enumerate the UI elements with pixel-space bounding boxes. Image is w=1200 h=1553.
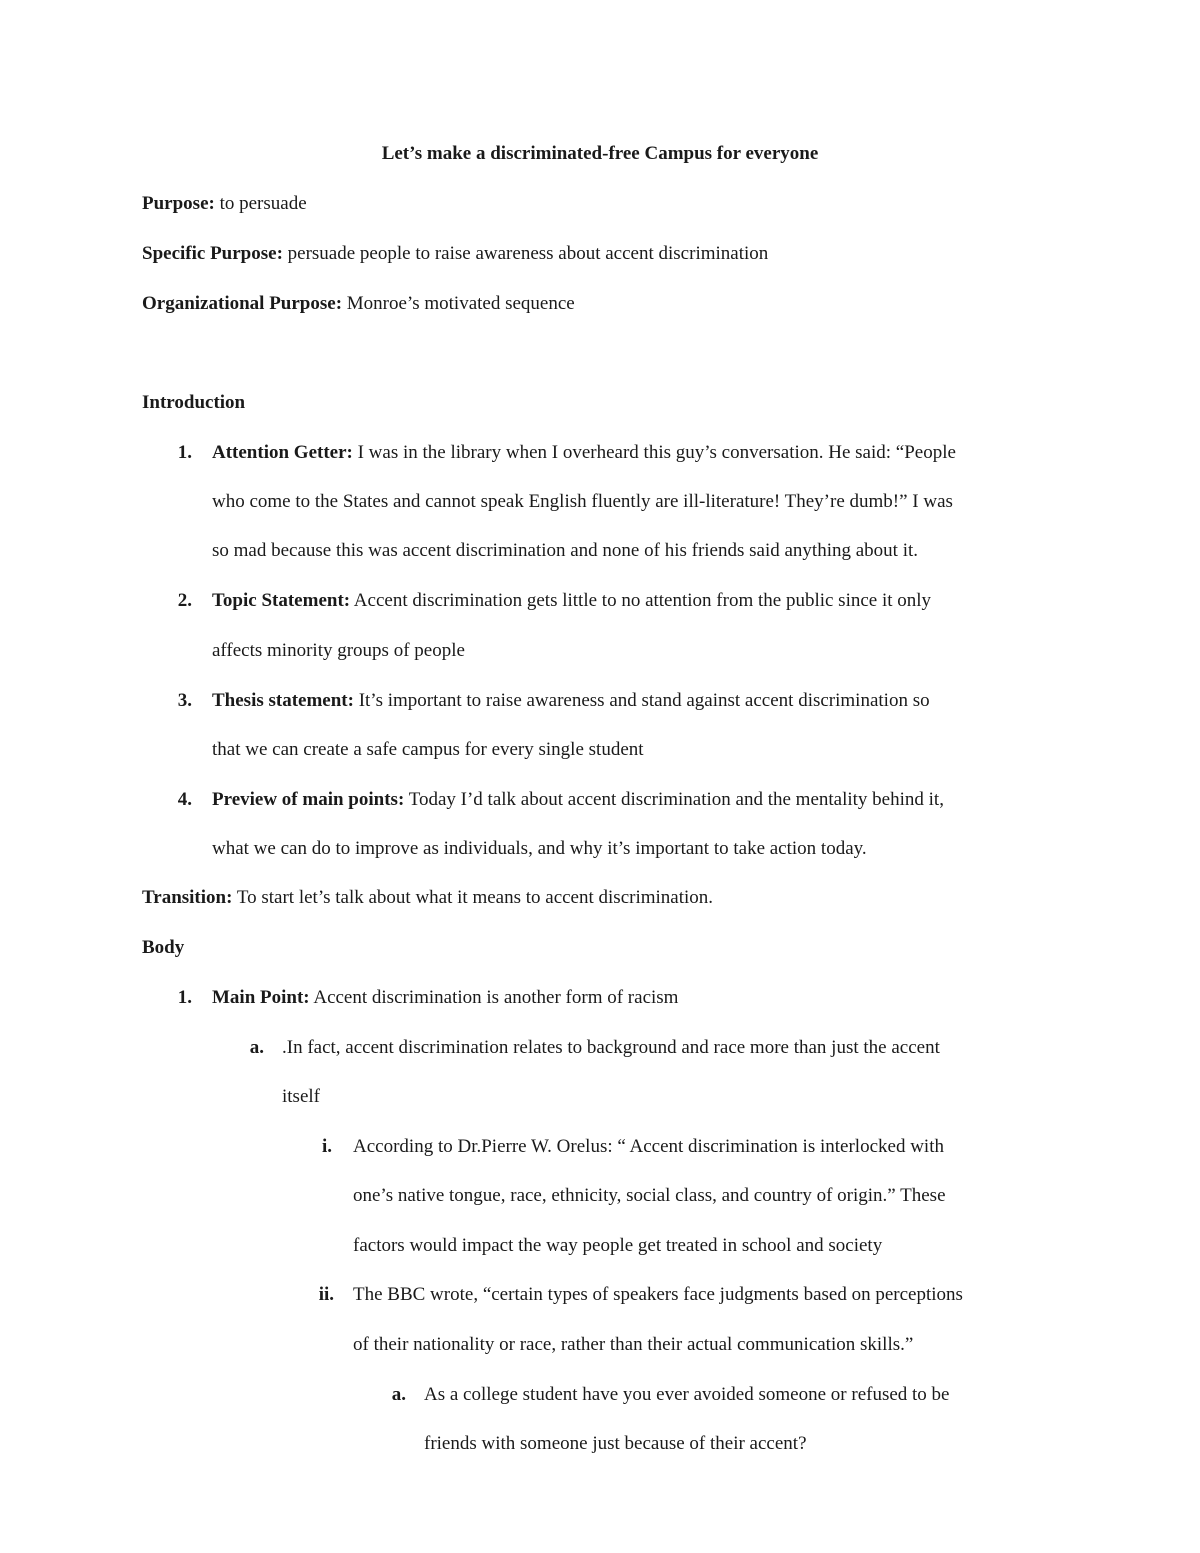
sub-ii-marker: ii. bbox=[318, 1284, 334, 1305]
introduction-heading: Introduction bbox=[142, 392, 246, 413]
sub-i-text: factors would impact the way people get treated in school and society bbox=[353, 1235, 883, 1256]
document-title: Let’s make a discriminated-free Campus for everyone bbox=[381, 143, 819, 164]
attention-getter-text: who come to the States and cannot speak English fluently are ill-literature! They’re dumb!” I was bbox=[212, 491, 953, 512]
specific-purpose-line bbox=[142, 242, 768, 266]
attention-getter-line: Attention Getter: I was in the library when I overheard this guy’s conversation. He said: “People bbox=[212, 442, 956, 463]
attention-getter-text: so mad because this was accent discrimination and none of his friends said anything about it. bbox=[212, 540, 918, 561]
thesis-statement-text: that we can create a safe campus for every single student bbox=[212, 739, 644, 760]
body-item-number: 1. bbox=[177, 987, 192, 1008]
preview-line: Preview of main points: Today I’d talk about accent discrimination and the mentality behind it, bbox=[212, 789, 944, 810]
sub-ii-text: of their nationality or race, rather than their actual communication skills.” bbox=[353, 1334, 914, 1355]
specific-purpose-text: persuade people to raise awareness about accent discrimination bbox=[282, 243, 769, 264]
thesis-statement-line: Thesis statement: It’s important to raise awareness and stand against accent discrimination so bbox=[212, 690, 930, 711]
preview-text: what we can do to improve as individuals, and why it’s important to take action today. bbox=[212, 838, 867, 859]
transition-text: To start let’s talk about what it means to accent discrimination. bbox=[232, 887, 714, 908]
specific-purpose-label: Specific Purpose: bbox=[142, 243, 283, 264]
main-point-label: Main Point: bbox=[212, 987, 310, 1008]
topic-statement-text: affects minority groups of people bbox=[212, 640, 465, 661]
sub-ii-text: The BBC wrote, “certain types of speakers face judgments based on perceptions bbox=[353, 1284, 963, 1305]
main-point-line: Main Point: Accent discrimination is another form of racism bbox=[212, 987, 679, 1008]
transition-label: Transition: bbox=[142, 887, 233, 908]
sub-ii-a-marker: a. bbox=[391, 1384, 406, 1405]
thesis-statement-label: Thesis statement: bbox=[212, 690, 354, 711]
sub-a-text: .In fact, accent discrimination relates to background and race more than just the accent bbox=[282, 1037, 940, 1058]
transition-line bbox=[142, 886, 713, 910]
purpose-text: to persuade bbox=[214, 193, 307, 214]
sub-i-marker: i. bbox=[321, 1136, 332, 1157]
body-heading: Body bbox=[142, 937, 185, 958]
preview-label: Preview of main points: bbox=[212, 789, 405, 810]
intro-item-number: 2. bbox=[177, 590, 192, 611]
sub-a-marker: a. bbox=[249, 1037, 264, 1058]
sub-ii-a-text: friends with someone just because of their accent? bbox=[424, 1433, 807, 1454]
organizational-purpose-label: Organizational Purpose: bbox=[142, 293, 343, 314]
sub-i-text: one’s native tongue, race, ethnicity, social class, and country of origin.” These bbox=[353, 1185, 946, 1206]
intro-item-number: 3. bbox=[177, 690, 192, 711]
organizational-purpose-line bbox=[142, 292, 575, 316]
sub-i-text: According to Dr.Pierre W. Orelus: “ Accent discrimination is interlocked with bbox=[353, 1136, 944, 1157]
topic-statement-line: Topic Statement: Accent discrimination gets little to no attention from the public since it only bbox=[212, 590, 932, 611]
topic-statement-label: Topic Statement: bbox=[212, 590, 351, 611]
purpose-label: Purpose: bbox=[142, 193, 215, 214]
sub-a-text: itself bbox=[282, 1086, 320, 1107]
attention-getter-label: Attention Getter: bbox=[212, 442, 353, 463]
purpose-line bbox=[142, 192, 307, 216]
sub-ii-a-text: As a college student have you ever avoided someone or refused to be bbox=[424, 1384, 950, 1405]
organizational-purpose-text: Monroe’s motivated sequence bbox=[342, 293, 575, 314]
intro-item-number: 4. bbox=[177, 789, 192, 810]
intro-item-number: 1. bbox=[177, 442, 192, 463]
